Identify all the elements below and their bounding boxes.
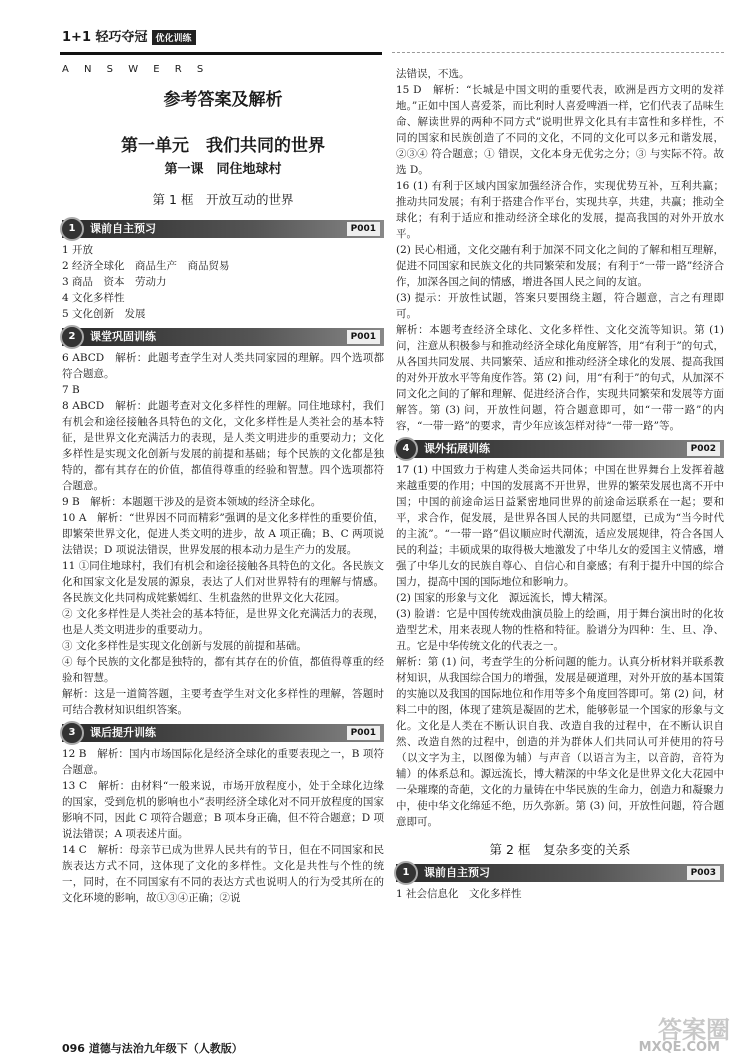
watermark-logo: 答案圈 — [658, 1016, 730, 1044]
unit-title: 第一单元 我们共同的世界 — [121, 136, 325, 156]
list-item: ② 文化多样性是人类社会的基本特征，是世界文化充满活力的表现，也是人类文明进步的重要动力。 — [62, 608, 384, 636]
section-number-icon: 1 — [60, 217, 84, 241]
left-column — [62, 88, 384, 906]
list-item: 法错误，不选。 — [396, 68, 470, 80]
list-item: 16 (1) 有利于区域内国家加强经济合作，实现优势互补，互利共赢；推动共同发展；有利于搭建合作平台，实现共享，共建，共赢；推动全球化；有利于适应和推动经济全球化的发展，提高我国的对外开放水平。 — [396, 180, 724, 240]
list-item: 解析：这是一道简答题，主要考查学生对文化多样性的理解，答题时可结合教材知识组织答案。 — [62, 688, 384, 716]
list-item: 8 ABCD 解析：此题考查对文化多样性的理解。同住地球村，我们有机会和途径接触各具特色的文化，文化多样性是人类社会的基本特征，是世界文化充满活力的表现，是人类文明进步的重要动力；文化多样性是实现文化创新与发展的前提和基础；每个民族的文化都是独特的，都有其存在的价值，都值得尊重的经验和智慧。四个选项都符合题意。 — [62, 400, 384, 492]
section-title: 课后提升训练 — [90, 726, 156, 739]
watermark-url: MXQE.COM — [638, 1040, 720, 1055]
section-header — [396, 864, 724, 882]
brand-logo: 1+1 轻巧夺冠 优化训练 — [62, 26, 196, 45]
section-header — [62, 220, 384, 238]
list-item: ④ 每个民族的文化都是独特的，都有其存在的价值，都值得尊重的经验和智慧。 — [62, 656, 384, 684]
list-item: 9 B 解析：本题题干涉及的是资本领域的经济全球化。 — [62, 496, 322, 508]
section-number-icon: 4 — [394, 437, 418, 461]
section-header — [396, 440, 724, 458]
list-item: 14 C 解析：母亲节已成为世界人民共有的节日，但在不同国家和民族表达方式不同，这体现了文化的多样性。文化是共性与个性的统一，同时，在不同国家有不同的表达方式也说明人的行为受其所在的文化环境的影响，故①③④正确；②说 — [62, 844, 384, 904]
list-item: 解析：本题考查经济全球化、文化多样性、文化交流等知识。第 (1) 问，注意从积极参与和推动经济全球化角度解答，用“有利于”的句式，从各国共同发展、共同繁荣、适应和推动经济全球化的发展、提高我国的对外开放水平等角度作答。第 (2) 问，用“有利于”的句式，从加深不同文化之间的了解和理解、促进经济合作，实现共同繁荣和发展等方面解答。第 (3) 问，开放性问题，符合题意即可，如“一带一路”的内容，“一带一路”的要求，青少年应该怎样对待“一带一路”等。 — [396, 324, 724, 432]
section-header — [62, 724, 384, 742]
list-item: 解析：第 (1) 问，考查学生的分析问题的能力。认真分析材料并联系教材知识，从我国综合国力的增强，发展是硬道理，对外开放的基本国策的实施以及我国的国际地位和作用等多个角度回答即可。第 (2) 问，材料二中的图，体现了建筑是凝固的艺术，能够彰显一个国家的形象与文化。文化是人类在不断认识自我、改造自我的过程中，在不断认识自然、改造自然的过程中，创造的并为群体人们共同认可并使用的符号（以文字为主，以图像为辅）与声音（以语言为主，以音韵，音符为辅）的体系总和。源远流长，博大精深的中华文化是世界文化大花园中一朵璀璨的奇葩，文化的力量铸在中华民族的生命力，创造力和凝聚力中，使中华文化绵延不绝，历久弥新。第 (3) 问，开放性问题，符合题意即可。 — [396, 656, 724, 828]
lesson-title: 第一课 同住地球村 — [164, 162, 282, 177]
section-page: P002 — [687, 442, 720, 456]
page-number: 096 — [62, 1042, 85, 1055]
list-item: (2) 国家的形象与文化 源远流长，博大精深。 — [396, 592, 614, 604]
brand-tag: 优化训练 — [152, 30, 196, 45]
frame2-title: 第 2 框 复杂多变的关系 — [489, 842, 631, 857]
main-title: 参考答案及解析 — [163, 90, 283, 110]
list-item: (2) 民心相通，文化交融有利于加深不同文化之间的了解和相互理解，促进不同国家和民族文化的共同繁荣和发展；有利于“一带一路”经济合作，加深各国之间的情感，增进各国人民之间的友谊。 — [396, 244, 724, 288]
page-footer — [62, 1040, 243, 1056]
header-rule-dashed — [392, 52, 724, 54]
right-column — [396, 66, 724, 902]
frame-title: 第 1 框 开放互动的世界 — [152, 192, 294, 207]
list-item: 15 D 解析：“长城是中国文明的重要代表，欧洲是西方文明的发祥地。”正如中国人喜爱茶，而比利时人喜爱啤酒一样，它们代表了品味生命、解读世界的两种不同方式”说明世界文化具有丰富性和多样性，不同的国家和民族创造了不同的文化，不同的文化可以多元和谐发展，②③④ 符合题意；① 错误，文化本身无优劣之分；③ 与实际不符。故选 D。 — [396, 84, 724, 176]
list-item: 4 文化多样性 — [62, 292, 125, 304]
section-number-icon: 2 — [60, 325, 84, 349]
section-number-icon: 1 — [394, 861, 418, 885]
header-rule — [60, 52, 382, 55]
section-title: 课前自主预习 — [90, 222, 156, 235]
list-item: 17 (1) 中国致力于构建人类命运共同体；中国在世界舞台上发挥着越来越重要的作用；中国的发展离不开世界，世界的繁荣发展也离不开中国；中国的前途命运日益紧密地同世界的前途命运联系在一起；要和平，求合作，促发展，是世界各国人民的共同愿望，已成为“当今时代的主流”。“一带一路”倡议顺应时代潮流，适应发展规律，符合各国人民的利益；丰硕成果的取得极大地激发了中华儿女的爱国主义情感，增强了中华儿女的民族自尊心、自信心和自豪感；有利于提升中国的综合国力，提高中国的国际地位和影响力。 — [396, 464, 724, 588]
section-title: 课前自主预习 — [424, 866, 490, 879]
list-item: 13 C 解析：由材料“一般来说，市场开放程度小，处于全球化边缘的国家，受到危机的影响也小”表明经济全球化对不同开放程度的国家影响不同，因此 C 项符合题意；B 项本身正确，但不符合题意；D 项说法错误；A 项表述片面。 — [62, 780, 384, 840]
list-item: 2 经济全球化 商品生产 商品贸易 — [62, 260, 230, 272]
list-item: 7 B — [62, 384, 80, 396]
section-page: P001 — [347, 222, 380, 236]
list-item: 5 文化创新 发展 — [62, 308, 146, 320]
list-item: 1 社会信息化 文化多样性 — [396, 888, 522, 900]
book-title: 道德与法治九年级下（人教版） — [88, 1042, 243, 1055]
section-page: P001 — [347, 330, 380, 344]
answers-label: A N S W E R S — [62, 64, 210, 75]
list-item: 3 商品 资本 劳动力 — [62, 276, 167, 288]
section-number-icon: 3 — [60, 721, 84, 745]
section-title: 课外拓展训练 — [424, 442, 490, 455]
list-item: 1 开放 — [62, 244, 94, 256]
section-title: 课堂巩固训练 — [90, 330, 156, 343]
section-page: P001 — [347, 726, 380, 740]
list-item: 6 ABCD 解析：此题考查学生对人类共同家园的理解。四个选项都符合题意。 — [62, 352, 384, 380]
list-item: 12 B 解析：国内市场国际化是经济全球化的重要表现之一，B 项符合题意。 — [62, 748, 384, 776]
section-page: P003 — [687, 866, 720, 880]
list-item: 11 ①同住地球村，我们有机会和途径接触各具特色的文化。各民族文化和国家文化是发展的源泉，表达了人们对世界特有的理解与情感。各民族文化共同构成姹紫嫣红、生机盎然的世界文化大花园。 — [62, 560, 384, 604]
list-item: ③ 文化多样性是实现文化创新与发展的前提和基础。 — [62, 640, 307, 652]
list-item: (3) 提示：开放性试题，答案只要围绕主题，符合题意，言之有理即可。 — [396, 292, 724, 320]
list-item: 10 A 解析：“世界因不同而精彩”强调的是文化多样性的重要价值，即繁荣世界文化，促进人类文明的进步，故 A 项正确；B、C 两项说法错误；D 项说法错误，世界发展的根本动力是生产力的发展。 — [62, 512, 384, 556]
list-item: (3) 脸谱：它是中国传统戏曲演员脸上的绘画，用于舞台演出时的化妆造型艺术，用来表现人物的性格和特征。脸谱分为四种：生、旦、净、丑。它是中华传统文化的代表之一。 — [396, 608, 724, 652]
section-header — [62, 328, 384, 346]
